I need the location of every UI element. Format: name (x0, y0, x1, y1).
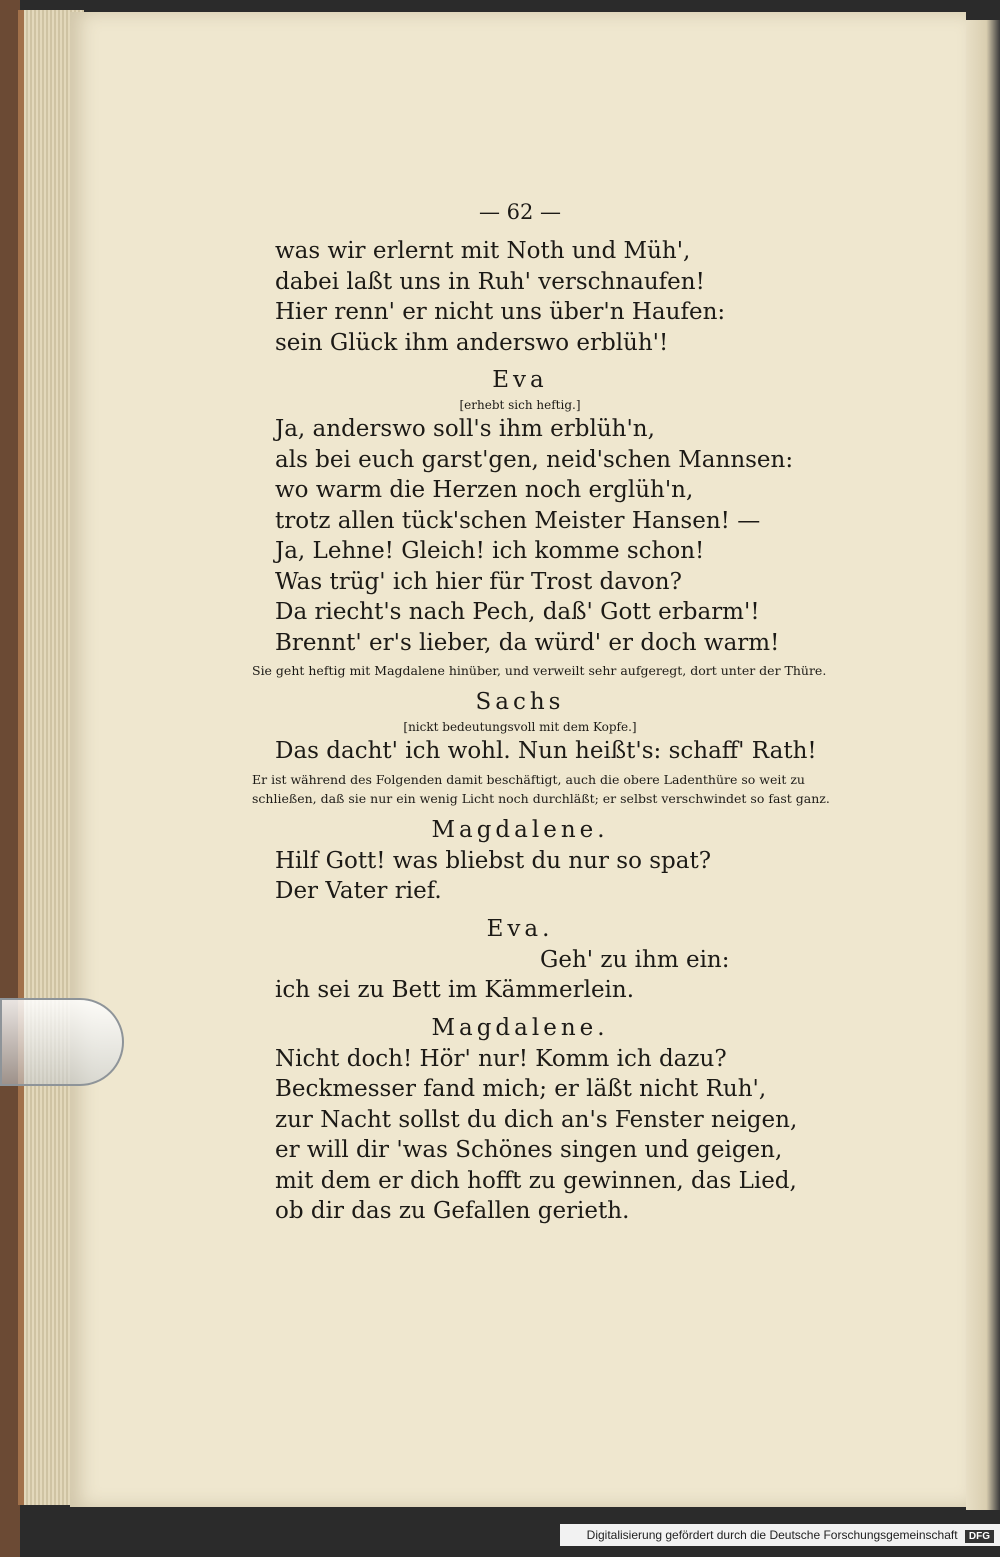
verse-line: Das dacht' ich wohl. Nun heißt's: schaff' Rath! (275, 738, 817, 764)
book-spine (0, 0, 20, 1557)
verse-line: Hier renn' er nicht uns über'n Haufen: (275, 299, 726, 325)
speaker-name: Sachs (475, 689, 565, 715)
page-number: — 62 — (478, 200, 562, 224)
verse-line: dabei laßt uns in Ruh' verschnaufen! (275, 268, 705, 295)
verse-line: Brennt' er's lieber, da würd' er doch warm! (275, 629, 780, 656)
verse-line: er will dir 'was Schönes singen und geigen, (275, 1137, 783, 1163)
verse-line: Ja, anderswo soll's ihm erblüh'n, (275, 416, 655, 442)
speaker-name: Magdalene. (431, 1014, 609, 1041)
page-text (200, 200, 840, 1227)
verse-line: wo warm die Herzen noch erglüh'n, (275, 477, 694, 503)
verse-line: Ja, Lehne! Gleich! ich komme schon! (275, 538, 705, 564)
verse-line: Was trüg' ich hier für Trost davon? (275, 568, 682, 595)
speaker-name: Eva (492, 367, 548, 393)
stage-direction: Sie geht heftig mit Magdalene hinüber, und verweilt sehr aufgeregt, dort unter der Thüre. (252, 663, 827, 678)
digitization-credit (560, 1524, 1000, 1546)
verse-line: zur Nacht sollst du dich an's Fenster neigen, (275, 1106, 798, 1133)
verse-line: Geh' zu ihm ein: (540, 946, 730, 973)
verse-line: Beckmesser fand mich; er läßt nicht Ruh', (275, 1076, 767, 1102)
verse-line: Da riecht's nach Pech, daß' Gott erbarm'! (275, 599, 760, 625)
stage-direction: [erhebt sich heftig.] (459, 398, 581, 412)
verse-line: was wir erlernt mit Noth und Müh', (275, 238, 691, 264)
credit-text: Digitalisierung gefördert durch die Deutsche Forschungsgemeinschaft (586, 1528, 958, 1542)
page-clip (0, 998, 124, 1086)
verse-line: sein Glück ihm anderswo erblüh'! (275, 329, 669, 356)
facing-page-edge (966, 20, 1000, 1510)
speaker-name: Eva. (486, 915, 554, 942)
verse-line: trotz allen tück'schen Meister Hansen! — (275, 507, 761, 534)
verse-line: ob dir das zu Gefallen gerieth. (275, 1198, 630, 1224)
stage-direction: Er ist während des Folgenden damit beschäftigt, auch die obere Ladenthüre so weit zu schließen, daß sie nur ein wenig Licht noch durchläßt; er selbst verschwindet so fast ganz. (252, 771, 830, 806)
verse-line: ich sei zu Bett im Kämmerlein. (275, 977, 635, 1003)
speaker-name: Magdalene. (431, 816, 609, 843)
verse-line: Nicht doch! Hör' nur! Komm ich dazu? (275, 1045, 727, 1072)
dfg-logo: DFG (965, 1530, 994, 1543)
verse-line: als bei euch garst'gen, neid'schen Mannsen: (275, 446, 794, 473)
stage-direction: [nickt bedeutungsvoll mit dem Kopfe.] (403, 720, 637, 734)
verse-line: Hilf Gott! was bliebst du nur so spat? (275, 847, 712, 874)
verse-line: Der Vater rief. (275, 878, 442, 904)
verse-line: mit dem er dich hofft zu gewinnen, das Lied, (275, 1167, 797, 1194)
